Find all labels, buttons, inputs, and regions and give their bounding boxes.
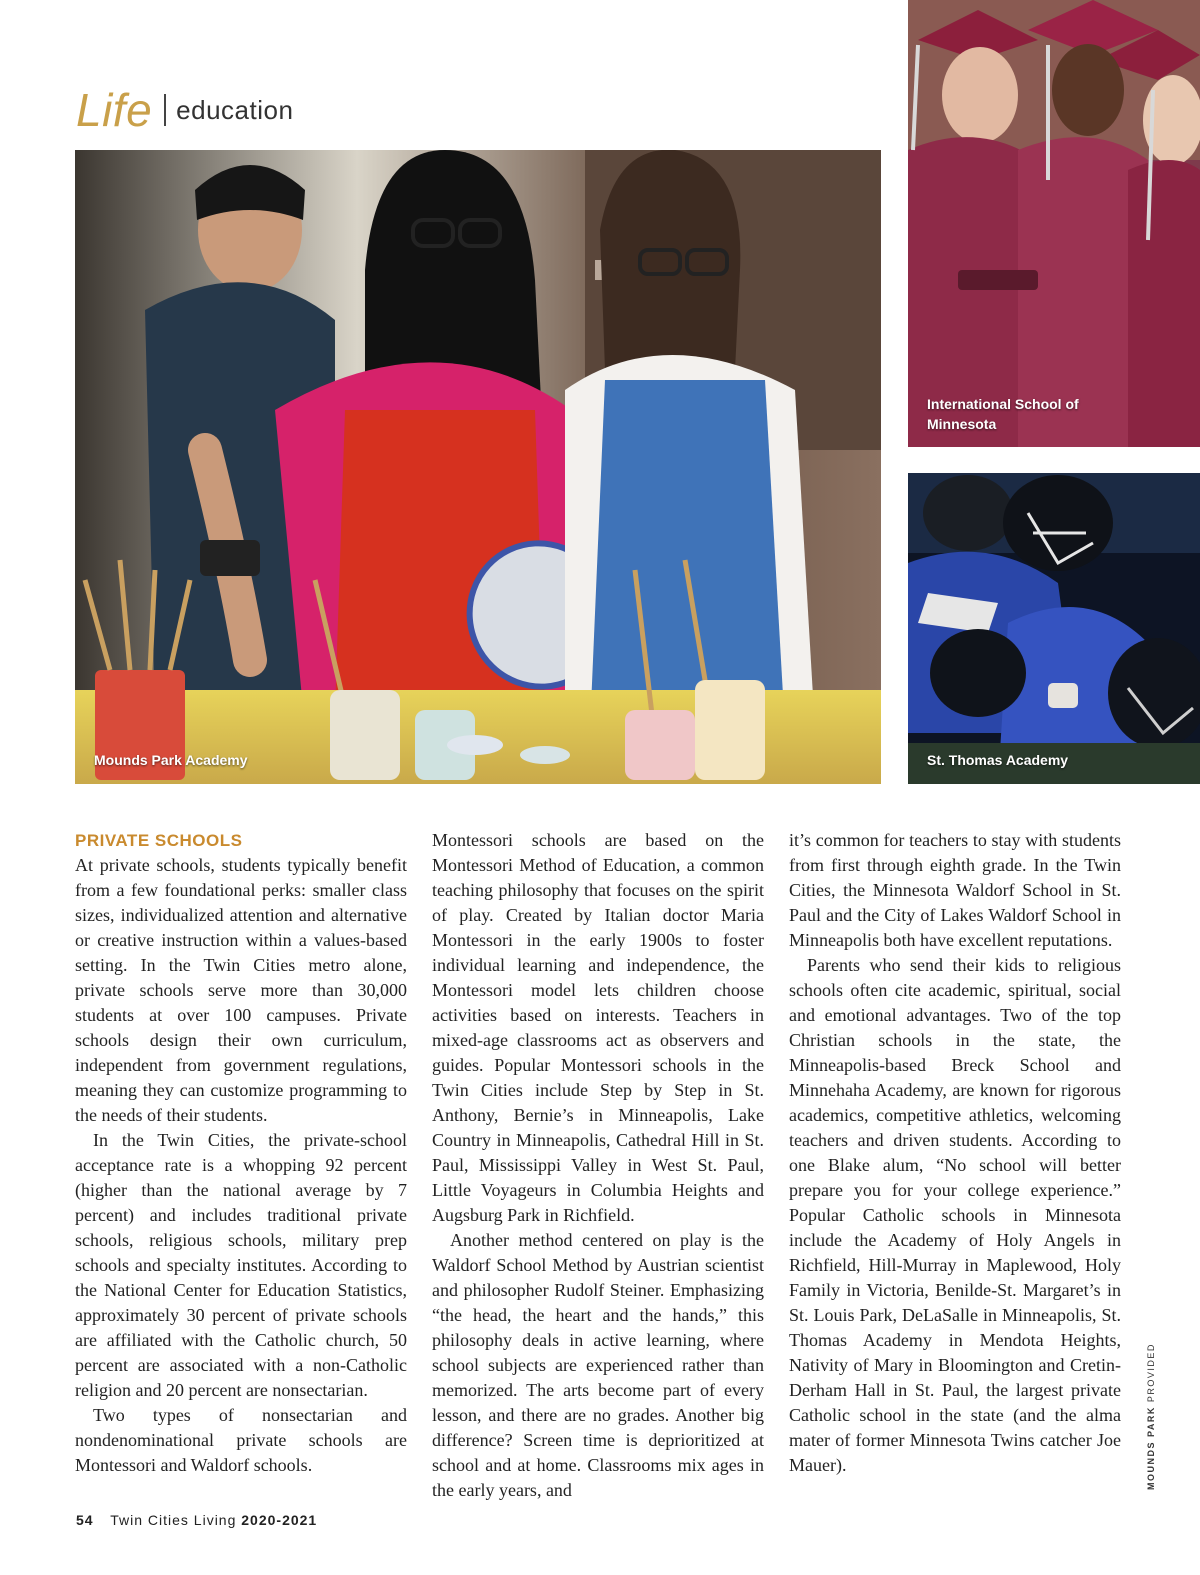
football-illustration — [908, 473, 1200, 784]
art-class-illustration — [75, 150, 881, 784]
article-column-3 — [789, 828, 1121, 1478]
article-column-1 — [75, 828, 407, 1478]
header-divider — [164, 94, 166, 126]
photo-credit-rest: PROVIDED — [1146, 1343, 1156, 1403]
photo-caption-main: Mounds Park Academy — [94, 752, 248, 768]
paragraph: Parents who send their kids to religious schools often cite academic, spiritual, social and emotional advantages. Two of the top Christian schools in the state, the Minneapolis-based Breck School and Minnehaha Academy, are known for rigorous academics, competitive athletics, welcoming teachers and driven students. According to one Blake alum, “No school will better prepare you for your college experience.” Popular Catholic schools in Minnesota include the Academy of Holy Angels in Richfield, Hill-Murray in Maplewood, Holy Family in Victoria, Benilde-St. Margaret’s in St. Louis Park, DeLaSalle in Minneapolis, St. Thomas Academy in Mendota Heights, Nativity of Mary in Bloomington and Cretin-Derham Hall in St. Paul, the largest private Catholic school in the state (and the alma mater of former Minnesota Twins catcher Joe Mauer). — [789, 955, 1121, 1475]
paragraph: Montessori schools are based on the Montessori Method of Education, a common teaching philosophy that focuses on the spirit of play. Created by Italian doctor Maria Montessori in the early 1900s to foster individual learning and independence, the Montessori model lets children choose activities based on interests. Teachers in mixed-age classrooms act as observers and guides. Popular Montessori schools in the Twin Cities include Step by Step in St. Anthony, Bernie’s in Minneapolis, Lake Country in Minneapolis, Cathedral Hill in St. Paul, Mississippi Valley in West St. Paul, Little Voyageurs in Columbia Heights and Augsburg Park in Richfield. — [432, 830, 764, 1225]
photo-caption-graduation: International School of Minnesota — [927, 396, 1079, 432]
article-subhead: PRIVATE SCHOOLS — [75, 831, 243, 850]
graduation-photo — [908, 0, 1200, 447]
publication-year: 2020-2021 — [241, 1512, 318, 1528]
paragraph: Two types of nonsectarian and nondenominational private schools are Montessori and Waldorf schools. — [75, 1405, 407, 1475]
photo-caption-football: St. Thomas Academy — [927, 752, 1069, 768]
article-column-2 — [432, 828, 764, 1503]
section-subtitle: education — [176, 94, 294, 125]
paragraph: In the Twin Cities, the private-school acceptance rate is a whopping 92 percent (higher than the national average by 7 percent) and includes traditional private schools, religious schools, military prep schools and specialty institutes. According to the National Center for Education Statistics, approximately 30 percent of private schools are affiliated with the Catholic church, 50 percent are associated with a non-Catholic religion and 20 percent are nonsectarian. — [75, 1130, 407, 1400]
paragraph: Another method centered on play is the Waldorf School Method by Austrian scientist and philosopher Rudolf Steiner. Emphasizing “the head, the heart and the hands,” this philosophy deals in active learning, where school subjects are experienced rather than memorized. The arts become part of every lesson, and there are no grades. Another big difference? Screen time is deprioritized at school and at home. Classrooms mix ages in the early years, and — [432, 1230, 764, 1500]
paragraph: it’s common for teachers to stay with students from first through eighth grade. In the Twin Cities, the Minnesota Waldorf School in St. Paul and the City of Lakes Waldorf School in Minneapolis both have excellent reputations. — [789, 830, 1121, 950]
page-number: 54 — [76, 1512, 94, 1528]
publication-name: Twin Cities Living — [110, 1512, 237, 1528]
page-footer — [76, 1512, 317, 1528]
section-title: Life — [76, 84, 153, 136]
graduation-illustration — [908, 0, 1200, 447]
art-class-photo — [75, 150, 881, 784]
photo-credit-bold: MOUNDS PARK — [1146, 1406, 1156, 1490]
paragraph: At private schools, students typically benefit from a few foundational perks: smaller class sizes, individualized attention and alternative or creative instruction within a values-based setting. In the Twin Cities metro alone, private schools serve more than 30,000 students at over 100 campuses. Private schools design their own curriculum, independent from government regulations, meaning they can customize programming to the needs of their students. — [75, 855, 407, 1125]
photo-credit — [1146, 1343, 1156, 1490]
section-header — [76, 80, 293, 140]
football-photo — [908, 473, 1200, 784]
